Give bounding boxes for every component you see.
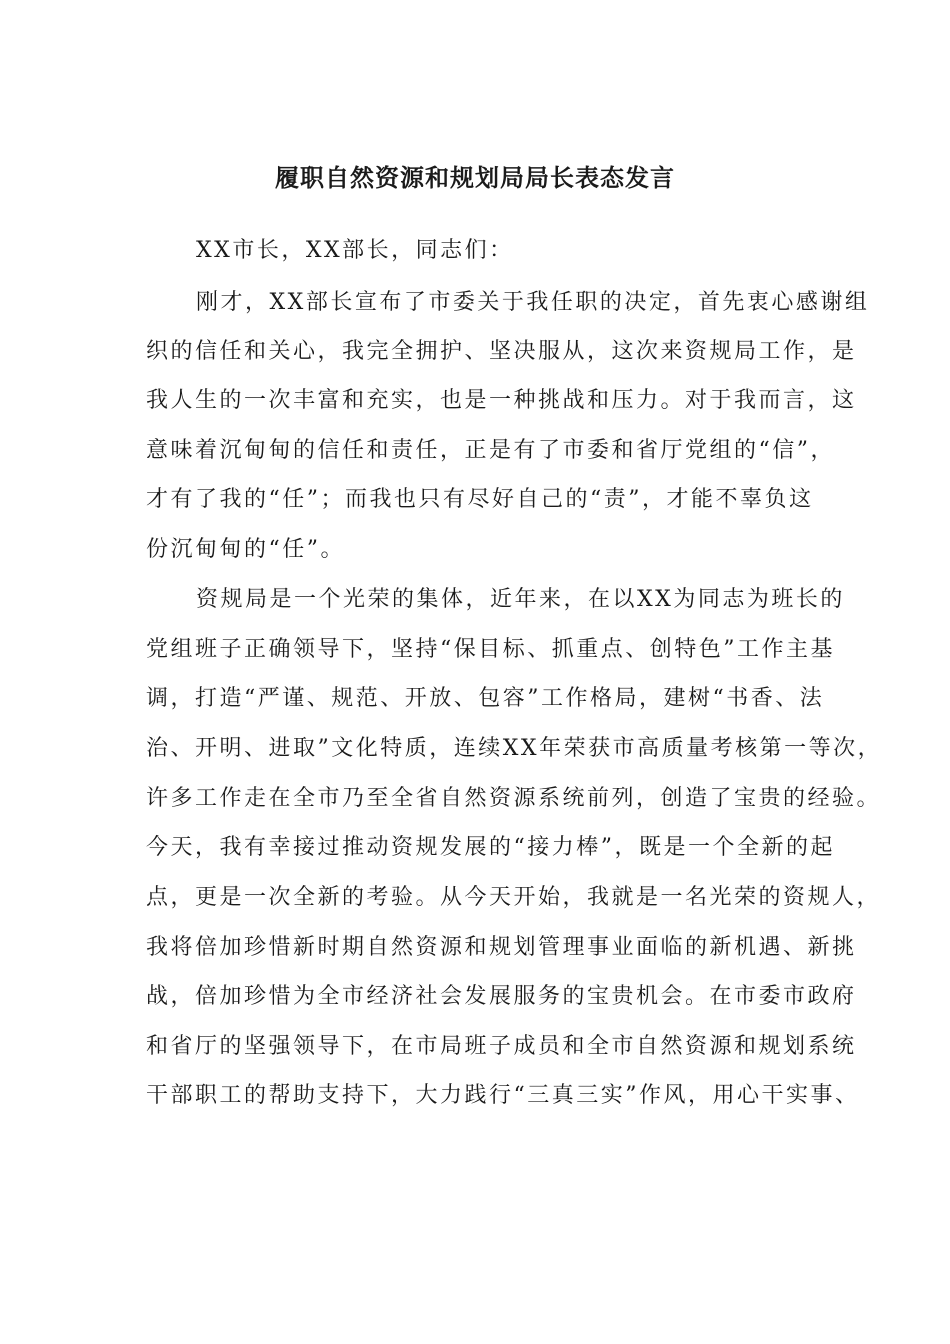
- paragraph-2-line-5: 许多工作走在全市乃至全省自然资源系统前列，创造了宝贵的经验。: [146, 786, 882, 811]
- paragraph-2-line-8: 我将倍加珍惜新时期自然资源和规划管理事业面临的新机遇、新挑: [146, 935, 857, 960]
- paragraph-2-line-4: 治、开明、进取”文化特质，连续XX年荣获市高质量考核第一等次，: [146, 736, 883, 761]
- paragraph-1-line-6: 份沉甸甸的“任”。: [146, 537, 345, 562]
- paragraph-1-line-5: 才有了我的“任”；而我也只有尽好自己的“责”，才能不辜负这: [146, 487, 814, 512]
- document-title: 履职自然资源和规划局局长表态发言: [275, 163, 675, 192]
- paragraph-1-line-2: 织的信任和关心，我完全拥护、坚决服从，这次来资规局工作，是: [146, 339, 857, 364]
- paragraph-2-line-3: 调，打造“严谨、规范、开放、包容”工作格局，建树“书香、法: [146, 686, 825, 711]
- paragraph-2-line-10: 和省厅的坚强领导下，在市局班子成员和全市自然资源和规划系统: [146, 1034, 857, 1059]
- paragraph-1-line-1: 刚才，XX部长宣布了市委关于我任职的决定，首先衷心感谢组: [196, 290, 870, 315]
- paragraph-2-line-11: 干部职工的帮助支持下，大力践行“三真三实”作风，用心干实事、: [146, 1083, 860, 1108]
- paragraph-2-line-6: 今天，我有幸接过推动资规发展的“接力棒”，既是一个全新的起: [146, 835, 835, 860]
- salutation: XX市长，XX部长，同志们：: [196, 238, 514, 263]
- paragraph-2-line-9: 战，倍加珍惜为全市经济社会发展服务的宝贵机会。在市委市政府: [146, 984, 857, 1009]
- paragraph-2-line-7: 点，更是一次全新的考验。从今天开始，我就是一名光荣的资规人，: [146, 885, 882, 910]
- paragraph-2-line-1: 资规局是一个光荣的集体，近年来，在以XX为同志为班长的: [196, 587, 845, 612]
- paragraph-2-line-2: 党组班子正确领导下，坚持“保目标、抓重点、创特色”工作主基: [146, 637, 835, 662]
- paragraph-1-line-4: 意味着沉甸甸的信任和责任，正是有了市委和省厅党组的“信”，: [146, 438, 835, 463]
- paragraph-1-line-3: 我人生的一次丰富和充实，也是一种挑战和压力。对于我而言，这: [146, 388, 857, 413]
